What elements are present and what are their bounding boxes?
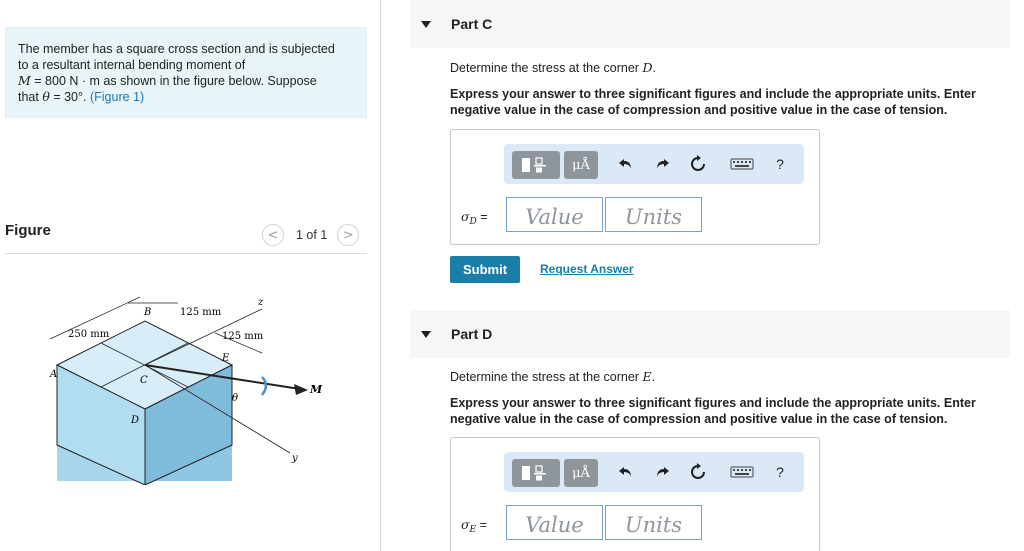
theta-value: = 30°. (49, 90, 90, 104)
templates-icon[interactable] (512, 151, 560, 179)
part-d-equals: = (476, 518, 487, 532)
problem-line-3 (18, 73, 363, 89)
part-c-instructions (450, 86, 1015, 118)
figure-heading: Figure (5, 222, 51, 239)
keyboard-icon[interactable] (728, 460, 756, 484)
part-c-instructions-line-2: negative value in the case of compression and positive value in the case of tension. (450, 103, 948, 117)
collapse-triangle-icon[interactable] (421, 21, 431, 28)
problem-line-2: to a resultant internal bending moment of (18, 58, 246, 72)
column-divider (380, 0, 381, 551)
figure-page-indicator: 1 of 1 (296, 228, 328, 242)
reset-icon[interactable] (686, 460, 710, 484)
part-d-corner-var: E (642, 369, 652, 384)
label-b: B (144, 307, 152, 318)
label-m: M (310, 383, 323, 396)
label-dim-250: 250 mm (68, 329, 110, 340)
part-d-instructions (450, 395, 1015, 427)
part-d-math-toolbar (504, 452, 804, 492)
part-c-question-suffix: . (652, 61, 656, 75)
label-dim-125-1: 125 mm (180, 307, 222, 318)
figure-pager (262, 223, 359, 247)
cube-figure (0, 285, 370, 485)
figure-divider (5, 253, 367, 254)
part-d-answer-box (450, 437, 820, 551)
redo-icon[interactable] (650, 460, 674, 484)
part-c-sigma-symbol: σ (461, 209, 470, 224)
collapse-triangle-icon[interactable] (421, 331, 431, 338)
label-c: C (140, 375, 148, 386)
part-c-instructions-line-1: Express your answer to three significant figures and include the appropriate units. Enter (450, 87, 976, 101)
templates-glyph-icon (518, 464, 554, 482)
submit-button[interactable]: Submit (450, 256, 520, 283)
templates-icon[interactable] (512, 459, 560, 487)
next-figure-button[interactable]: > (337, 224, 359, 246)
problem-line-4-start: that (18, 90, 43, 104)
part-c-units-input[interactable] (605, 197, 702, 232)
templates-glyph-icon (518, 156, 554, 174)
part-d-question-text: Determine the stress at the corner (450, 370, 643, 384)
part-c-title: Part C (451, 16, 493, 32)
prev-figure-button[interactable]: < (262, 224, 284, 246)
problem-statement (18, 41, 363, 105)
moment-rotation-arrow (262, 377, 266, 395)
part-c-sigma-subscript: D (469, 217, 477, 227)
units-button[interactable]: μÅ (564, 459, 598, 487)
part-d-sigma-subscript: E (469, 525, 477, 535)
part-c-value-input[interactable] (506, 197, 603, 232)
part-d-units-input[interactable] (605, 505, 702, 540)
part-c-corner-var: D (642, 60, 653, 75)
part-d-sigma-symbol: σ (461, 517, 470, 532)
keyboard-icon[interactable] (728, 152, 756, 176)
label-e: E (222, 353, 230, 364)
part-d-title: Part D (451, 326, 493, 342)
part-c-question-text: Determine the stress at the corner (450, 61, 643, 75)
label-dim-125-2: 125 mm (222, 331, 264, 342)
label-theta: θ (232, 393, 239, 404)
reset-icon[interactable] (686, 152, 710, 176)
problem-statement-box (5, 27, 367, 118)
part-c-header[interactable] (410, 0, 1010, 48)
label-a: A (50, 369, 58, 380)
moment-arrowhead (294, 384, 308, 395)
moment-value: = 800 N · m as shown in the figure below. Suppose (30, 74, 317, 88)
moment-symbol: M (18, 73, 31, 88)
problem-line-4 (18, 89, 363, 105)
part-c-answer-box (450, 129, 820, 245)
undo-icon[interactable] (614, 460, 638, 484)
label-z: z (258, 297, 264, 308)
problem-line-1: The member has a square cross section and is subjected (18, 42, 335, 56)
help-icon[interactable]: ? (776, 464, 784, 480)
part-c-sigma-label (461, 209, 488, 227)
theta-symbol: θ (42, 89, 50, 104)
part-d-sigma-label (461, 517, 487, 535)
part-c-equals: = (476, 210, 488, 224)
part-d-value-input[interactable] (506, 505, 603, 540)
part-d-question (450, 369, 655, 384)
part-d-instructions-line-2: negative value in the case of compression and positive value in the case of tension. (450, 412, 948, 426)
label-y: y (292, 453, 298, 464)
label-d: D (131, 415, 140, 426)
part-d-header[interactable] (410, 310, 1010, 358)
figure-link[interactable]: (Figure 1) (89, 90, 145, 104)
units-button[interactable]: μÅ (564, 151, 598, 179)
undo-icon[interactable] (614, 152, 638, 176)
part-c-question (450, 60, 656, 75)
help-icon[interactable]: ? (776, 156, 784, 172)
part-c-math-toolbar (504, 144, 804, 184)
part-d-instructions-line-1: Express your answer to three significant figures and include the appropriate units. Enter (450, 396, 976, 410)
request-answer-link[interactable]: Request Answer (540, 262, 634, 276)
redo-icon[interactable] (650, 152, 674, 176)
part-d-question-suffix: . (651, 370, 656, 384)
